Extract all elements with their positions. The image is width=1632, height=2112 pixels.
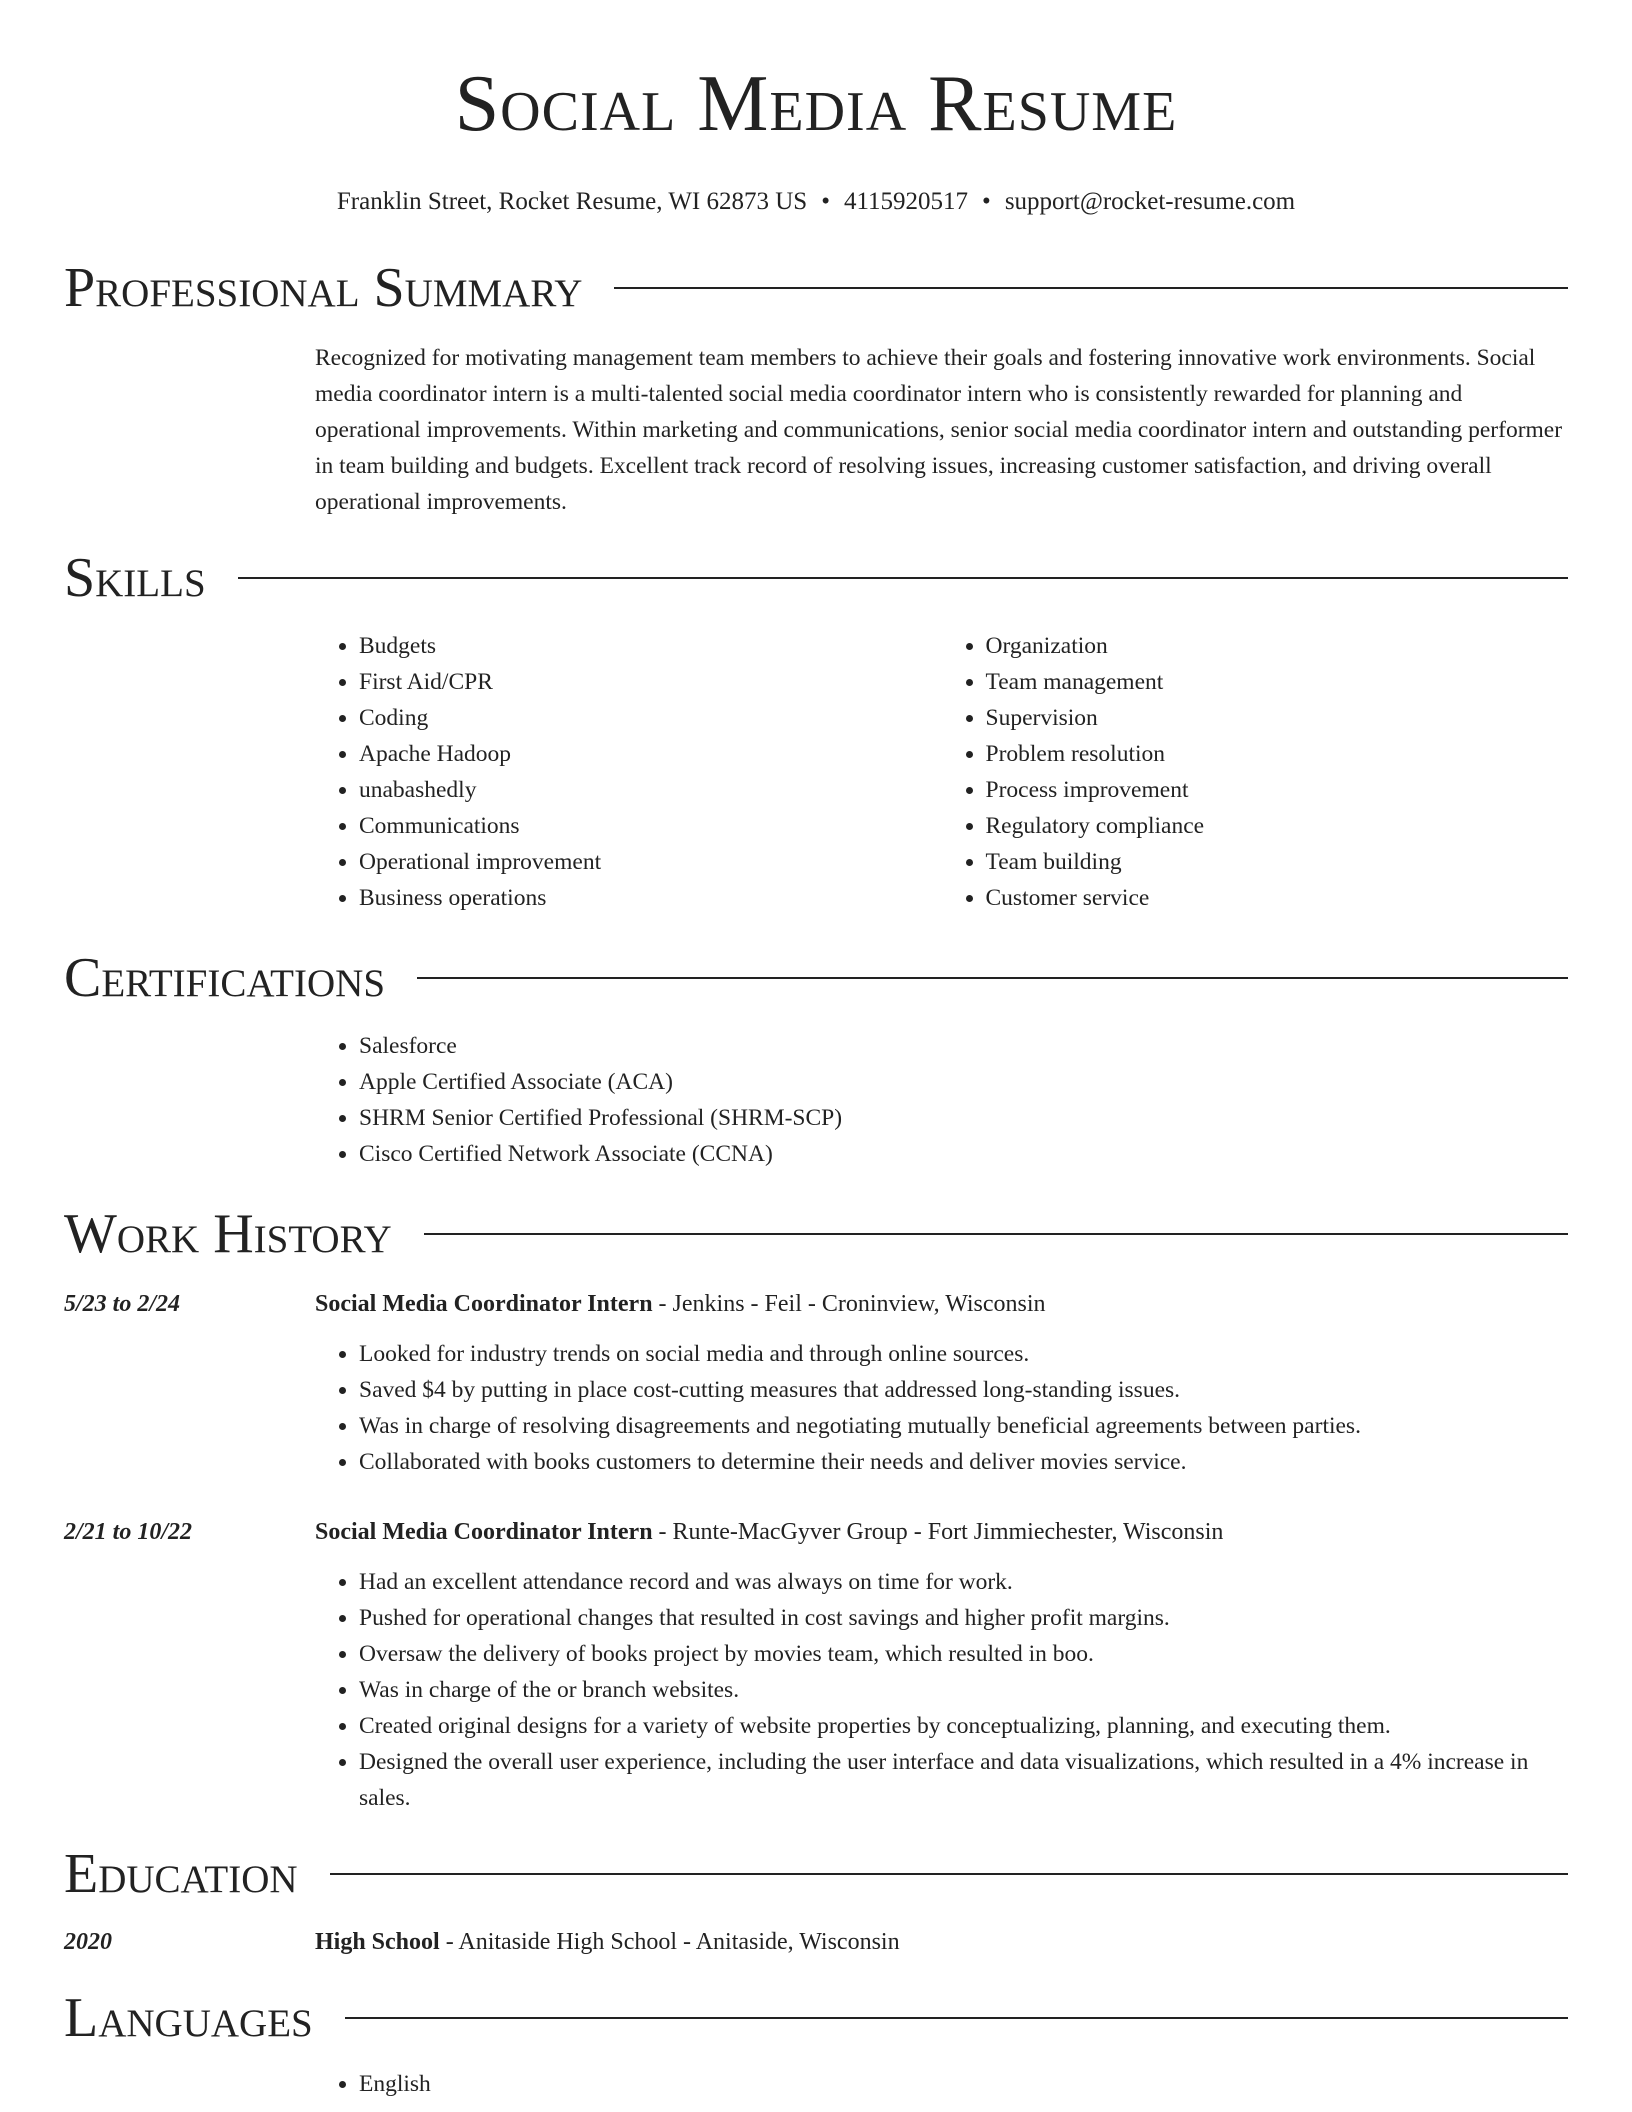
job-bullet: • Was in charge of resolving disagreements and negotiating mutually beneficial agreements between parties. <box>359 1408 1568 1444</box>
contact-separator: • <box>821 188 830 215</box>
job-details: - Jenkins - Feil - Croninview, Wisconsin <box>652 1291 1046 1317</box>
education-details: - Anitaside High School - Anitaside, Wisconsin <box>439 1929 900 1955</box>
work-heading: Work History <box>64 1203 392 1265</box>
certifications-heading: Certifications <box>64 947 386 1009</box>
skills-section-header <box>64 547 1568 609</box>
skill-item: • Budgets <box>359 628 942 664</box>
skill-item: • Operational improvement <box>359 844 942 880</box>
section-divider <box>345 2017 1568 2019</box>
contact-email: support@rocket-resume.com <box>1004 188 1296 215</box>
section-divider <box>424 1233 1568 1235</box>
skill-item: • Coding <box>359 700 942 736</box>
job-dates: 5/23 to 2/24 <box>64 1291 181 1317</box>
summary-section-header <box>64 257 1568 319</box>
section-divider <box>238 577 1568 579</box>
work-section-header <box>64 1203 1568 1265</box>
certification-item: • Apple Certified Associate (ACA) <box>359 1064 1568 1100</box>
skill-item: • Apache Hadoop <box>359 736 942 772</box>
skills-heading: Skills <box>64 547 206 609</box>
resume-name: Social Media Resume <box>454 60 1178 148</box>
job-bullet: • Looked for industry trends on social media and through online sources. <box>359 1336 1568 1372</box>
job-title: Social Media Coordinator Intern <box>315 1291 653 1317</box>
job-dates: 2/21 to 10/22 <box>64 1519 193 1545</box>
job-header <box>64 1286 1568 1322</box>
job-bullet: • Was in charge of the or branch websites. <box>359 1672 1568 1708</box>
education-heading: Education <box>64 1843 298 1905</box>
certifications-list <box>315 1028 1568 1172</box>
skills-column-left <box>315 628 942 916</box>
job-bullets <box>315 1336 1568 1480</box>
languages-list <box>315 2066 1568 2102</box>
education-entry <box>64 1924 1568 1960</box>
skill-item: • Communications <box>359 808 942 844</box>
skill-item: • Process improvement <box>986 772 1569 808</box>
certification-item: • Cisco Certified Network Associate (CCNA) <box>359 1136 1568 1172</box>
skills-column-right <box>942 628 1569 916</box>
skill-item: • Organization <box>986 628 1569 664</box>
languages-section-header <box>64 1987 1568 2049</box>
languages-heading: Languages <box>64 1987 313 2049</box>
contact-address: Franklin Street, Rocket Resume, WI 62873 US <box>336 188 808 215</box>
section-divider <box>417 977 1568 979</box>
certification-item: • SHRM Senior Certified Professional (SHRM-SCP) <box>359 1100 1568 1136</box>
job-title-line <box>315 1286 1046 1322</box>
section-divider <box>614 287 1568 289</box>
job-bullet: • Collaborated with books customers to determine their needs and deliver movies service. <box>359 1444 1568 1480</box>
job-bullet: • Saved $4 by putting in place cost-cutting measures that addressed long-standing issues. <box>359 1372 1568 1408</box>
summary-heading: Professional Summary <box>64 257 583 319</box>
skill-item: • Supervision <box>986 700 1569 736</box>
job-bullet: • Designed the overall user experience, including the user interface and data visualizations, which resulted in a 4% increase in sales. <box>359 1744 1568 1816</box>
education-section-header <box>64 1843 1568 1905</box>
skill-item: • Business operations <box>359 880 942 916</box>
section-divider <box>330 1873 1568 1875</box>
contact-phone: 4115920517 <box>843 188 969 215</box>
skill-item: • Problem resolution <box>986 736 1569 772</box>
skill-item: • Regulatory compliance <box>986 808 1569 844</box>
job-entry <box>64 1514 1568 1816</box>
job-title-line <box>315 1514 1223 1550</box>
job-bullets <box>315 1564 1568 1816</box>
job-bullet: • Pushed for operational changes that resulted in cost savings and higher profit margins. <box>359 1600 1568 1636</box>
certifications-section-header <box>64 947 1568 1009</box>
education-year: 2020 <box>64 1929 112 1955</box>
job-header <box>64 1514 1568 1550</box>
education-line <box>315 1924 900 1960</box>
skill-item: • unabashedly <box>359 772 942 808</box>
skill-item: • First Aid/CPR <box>359 664 942 700</box>
summary-text: Recognized for motivating management team members to achieve their goals and fostering innovative work environments. Social media coordinator intern is a multi-talented social media coordinator intern who is consistently rewarded for planning and operational improvements. Within marketing and communications, senior social media coordinator intern and outstanding performer in team building and budgets. Excellent track record of resolving issues, increasing customer satisfaction, and driving overall operational improvements. <box>315 345 1563 515</box>
language-item: • English <box>359 2066 1568 2102</box>
skills-list <box>315 628 1568 916</box>
skill-item: • Team management <box>986 664 1569 700</box>
skill-item: • Team building <box>986 844 1569 880</box>
job-bullet: • Created original designs for a variety of website properties by conceptualizing, planning, and executing them. <box>359 1708 1568 1744</box>
skill-item: • Customer service <box>986 880 1569 916</box>
job-title: Social Media Coordinator Intern <box>315 1519 653 1545</box>
education-degree: High School <box>315 1929 440 1955</box>
certification-item: • Salesforce <box>359 1028 1568 1064</box>
contact-line <box>64 188 1568 216</box>
contact-separator: • <box>982 188 991 215</box>
job-bullet: • Oversaw the delivery of books project by movies team, which resulted in boo. <box>359 1636 1568 1672</box>
job-details: - Runte-MacGyver Group - Fort Jimmiechester, Wisconsin <box>652 1519 1224 1545</box>
job-entry <box>64 1286 1568 1480</box>
job-bullet: • Had an excellent attendance record and was always on time for work. <box>359 1564 1568 1600</box>
